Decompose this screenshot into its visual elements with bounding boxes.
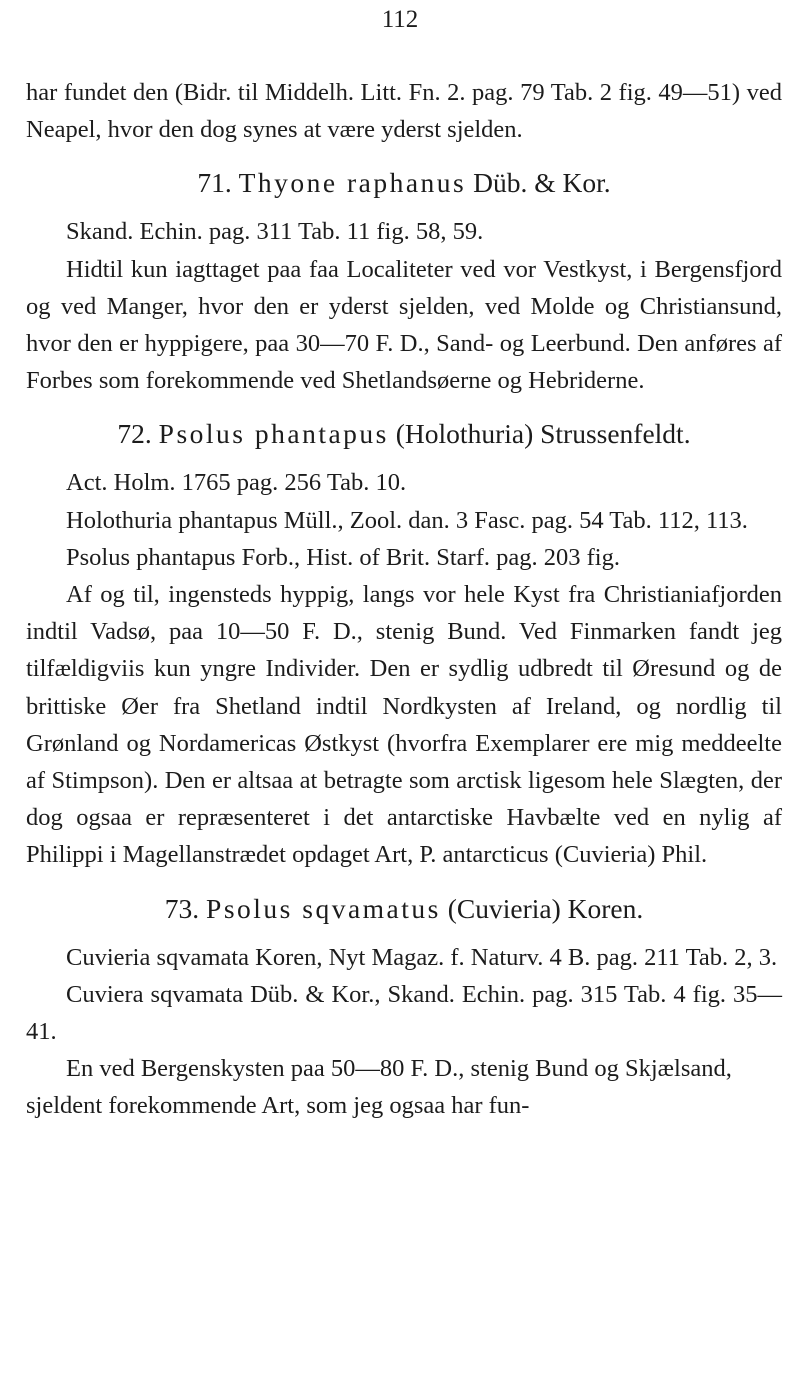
- paragraph: har fundet den (Bidr. til Middelh. Litt. Fn. 2. pag. 79 Tab. 2 fig. 49—51) ved Neapel, hvor den dog synes at være yderst sjelden.: [26, 79, 782, 144]
- paragraph: En ved Bergenskysten paa 50—80 F. D., stenig Bund og Skjælsand, sjeldent forekommende Art, som jeg ogsaa har fun-: [26, 1055, 732, 1120]
- paragraph: Holothuria phantapus Müll., Zool. dan. 3 Fasc. pag. 54 Tab. 112, 113.: [66, 506, 748, 534]
- page-number: 112: [381, 6, 419, 33]
- paragraph: Af og til, ingensteds hyppig, langs vor hele Kyst fra Christianiafjorden indtil Vadsø, paa 10—50 F. D., stenig Bund. Ved Finmarken fandt jeg tilfældigviis kun yngre Individer. Den er sydlig udbredt til Øresund og de brittiske Øer fra Shetland indtil Nordkysten af Ireland, og nordlig til Grønland og Nordamericas Østkyst (hvorfra Exemplarer ere mig meddeelte af Stimpson). Den er altsaa at betragte som arctisk ligesom hele Slægten, der dog ogsaa er repræsenteret i det antarctiske Havbælte ved en nylig af Philippi i Magellanstrædet opdaget Art, P. antarcticus (Cuvieria) Phil.: [26, 581, 782, 869]
- paragraph: Skand. Echin. pag. 311 Tab. 11 fig. 58, 59.: [66, 218, 484, 246]
- heading-number: 71.: [197, 167, 232, 199]
- paragraph: Cuviera sqvamata Düb. & Kor., Skand. Echin. pag. 315 Tab. 4 fig. 35—41.: [26, 980, 782, 1046]
- paragraph: Cuvieria sqvamata Koren, Nyt Magaz. f. Naturv. 4 B. pag. 211 Tab. 2, 3.: [66, 943, 778, 971]
- body-text: [26, 74, 782, 1125]
- section-heading-72: [26, 415, 782, 452]
- heading-number: 73.: [164, 892, 200, 924]
- paragraph: Hidtil kun iagttaget paa faa Localiteter ved vor Vestkyst, i Bergensfjord og ved Manger, hvor den er yderst sjelden, ved Molde og Christiansund, hvor den er hyppigere, paa 30—70 F. D., Sand- og Leerbund. Den anføres af Forbes som forekommende ved Shetlandsøerne og Hebriderne.: [26, 255, 782, 395]
- heading-author: (Cuvieria) Koren.: [447, 892, 644, 924]
- section-heading-71: [26, 164, 782, 201]
- heading-species: Psolus sqvamatus: [206, 892, 441, 924]
- heading-number: 72.: [117, 418, 152, 450]
- paragraph: Act. Holm. 1765 pag. 256 Tab. 10.: [66, 469, 407, 497]
- heading-author: Düb. & Kor.: [473, 167, 611, 199]
- paragraph: Psolus phantapus Forb., Hist. of Brit. Starf. pag. 203 fig.: [66, 543, 620, 571]
- heading-species: Thyone raphanus: [238, 167, 467, 199]
- heading-author: (Holothuria) Strussenfeldt.: [395, 418, 691, 450]
- heading-species: Psolus phantapus: [158, 418, 389, 450]
- section-heading-73: [26, 890, 782, 927]
